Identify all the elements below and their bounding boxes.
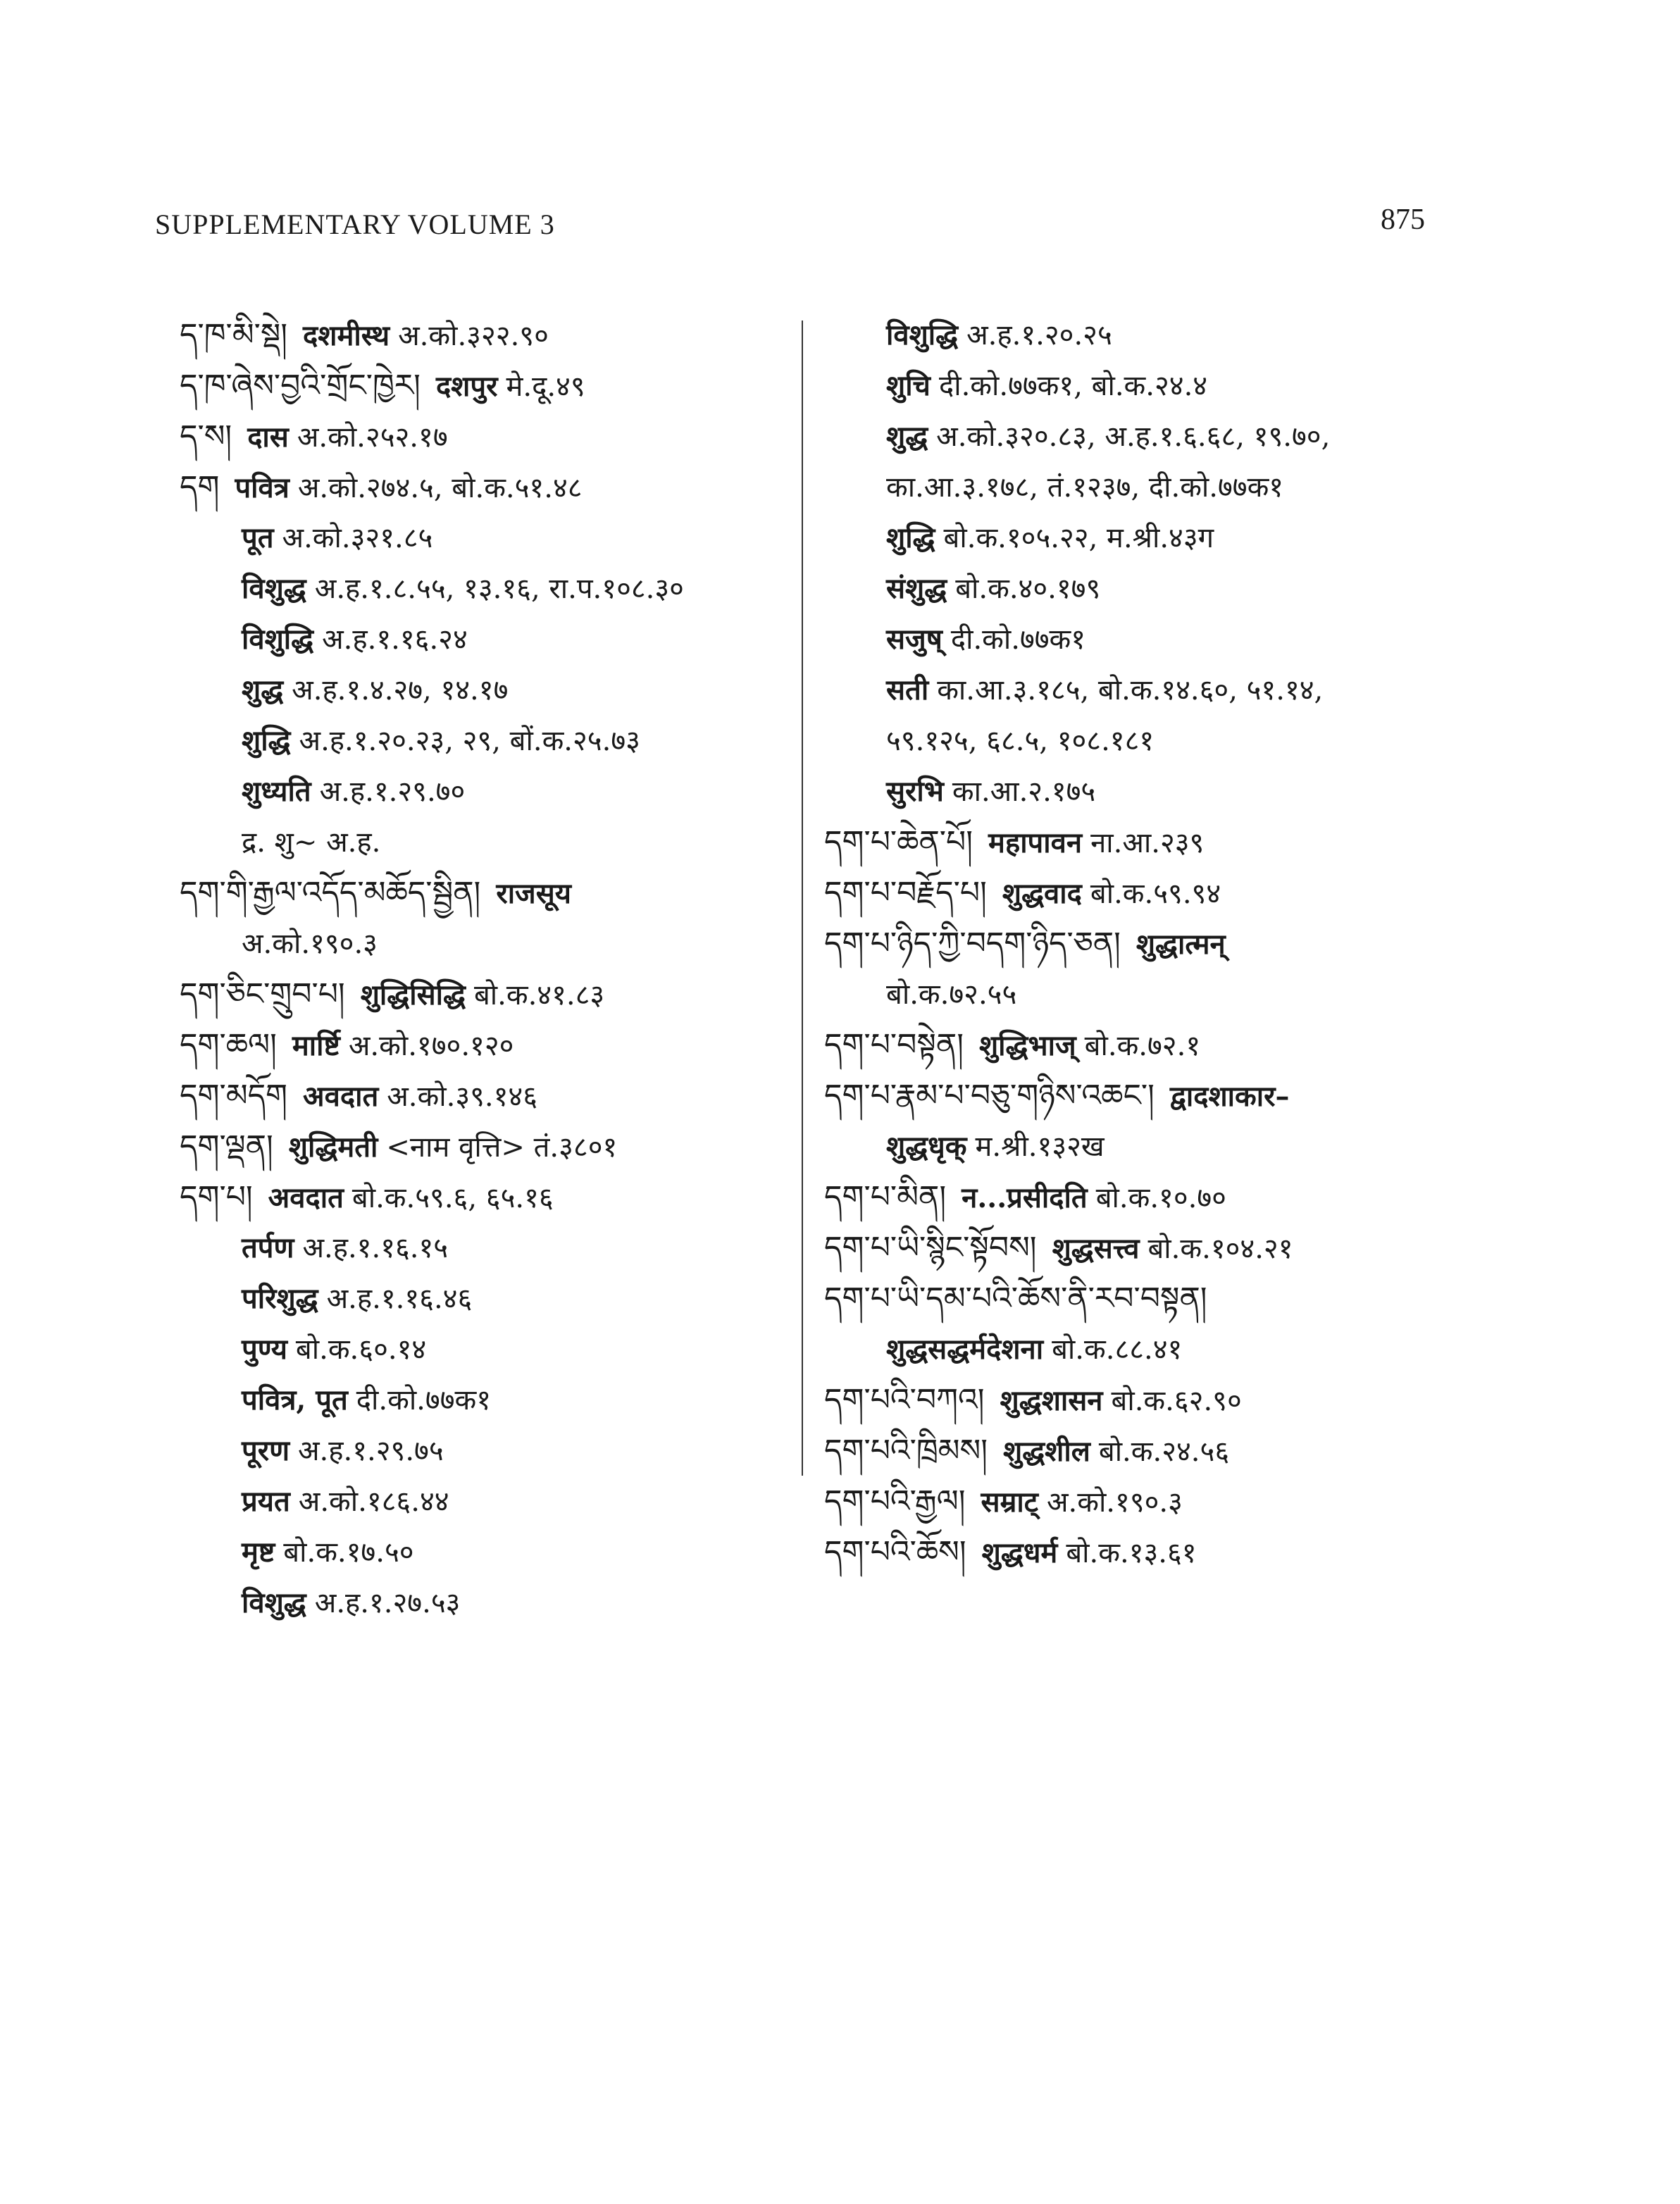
sanskrit-equivalent: अवदात bbox=[303, 1080, 379, 1113]
tibetan-headword: དག་པ། bbox=[180, 1179, 253, 1215]
source-reference: दी.को.७७क१ bbox=[950, 623, 1086, 656]
dictionary-entry bbox=[180, 1223, 814, 1274]
source-reference: ना.आ.२३९ bbox=[1090, 827, 1205, 859]
source-reference: अ.को.३२१.८५ bbox=[282, 522, 433, 554]
dictionary-entry bbox=[180, 462, 814, 513]
source-reference: दी.को.७७क१ bbox=[356, 1384, 492, 1417]
source-reference: बो.क.१७.५० bbox=[283, 1536, 414, 1569]
dictionary-entry bbox=[824, 1476, 1458, 1527]
dictionary-entry bbox=[824, 1121, 1458, 1172]
tibetan-headword: དག bbox=[180, 469, 220, 505]
sanskrit-equivalent: पवित्र bbox=[235, 471, 290, 504]
sanskrit-equivalent: शुद्धसद्धर्मदेशना bbox=[886, 1333, 1044, 1366]
source-reference: अ.को.३९.१४६ bbox=[387, 1081, 538, 1113]
sanskrit-equivalent: सती bbox=[886, 673, 929, 706]
dictionary-entry bbox=[180, 310, 814, 361]
source-reference: बो.क.७२.१ bbox=[1084, 1030, 1201, 1062]
dictionary-entry bbox=[180, 868, 814, 919]
source-reference: अ.ह.१.२७.५३ bbox=[314, 1587, 461, 1619]
dictionary-entry bbox=[824, 1172, 1458, 1223]
tibetan-headword: ད་ས། bbox=[180, 418, 232, 454]
tibetan-headword: དག་པ་ཆེན་པོ། bbox=[824, 824, 973, 860]
dictionary-entry bbox=[824, 564, 1458, 614]
sanskrit-equivalent: शुद्धवाद bbox=[1002, 877, 1082, 910]
dictionary-entry bbox=[824, 411, 1458, 462]
sanskrit-equivalent: अवदात bbox=[268, 1181, 344, 1214]
dictionary-entry bbox=[180, 817, 814, 868]
tibetan-headword: དག་ལྡན། bbox=[180, 1128, 273, 1164]
dictionary-entry bbox=[180, 1375, 814, 1426]
sanskrit-equivalent: दशमीस्थ bbox=[303, 319, 390, 352]
dictionary-entry bbox=[824, 969, 1458, 1020]
tibetan-headword: དག་པའི་བཀའ། bbox=[824, 1382, 985, 1418]
source-reference: बो.क.१०५.२२, म.श्री.४३ग bbox=[943, 522, 1214, 554]
dictionary-entry bbox=[824, 766, 1458, 817]
source-reference: बो.क.२४.५६ bbox=[1098, 1436, 1230, 1468]
source-reference: अ.ह.१.१६.४६ bbox=[326, 1283, 473, 1315]
sanskrit-equivalent: प्रयत bbox=[242, 1485, 290, 1518]
dictionary-entry bbox=[180, 716, 814, 766]
source-reference: द्र. शु~ अ.ह. bbox=[242, 826, 381, 859]
dictionary-entry bbox=[824, 310, 1458, 361]
source-reference: दी.को.७७क१, बो.क.२४.४ bbox=[938, 370, 1208, 402]
dictionary-entry bbox=[824, 462, 1458, 513]
tibetan-headword: དག་པ་ཉིད་ཀྱི་བདག་ཉིད་ཅན། bbox=[824, 926, 1121, 961]
dictionary-entry bbox=[180, 919, 814, 969]
sanskrit-equivalent: शुद्धात्मन् bbox=[1135, 928, 1226, 961]
dictionary-entry bbox=[180, 361, 814, 411]
dictionary-entry bbox=[180, 1071, 814, 1121]
tibetan-headword: དག་ཅིང་གྲུབ་པ། bbox=[180, 976, 345, 1012]
source-reference: अ.को.१९०.३ bbox=[242, 928, 378, 960]
dictionary-entry bbox=[180, 1121, 814, 1172]
dictionary-entry bbox=[824, 1071, 1458, 1121]
dictionary-entry bbox=[824, 1426, 1458, 1476]
sanskrit-equivalent: महापावन bbox=[988, 826, 1083, 859]
sanskrit-equivalent: विशुद्धि bbox=[886, 318, 959, 351]
sanskrit-equivalent: शुद्धि bbox=[886, 521, 935, 554]
sanskrit-equivalent: विशुद्ध bbox=[242, 572, 306, 605]
dictionary-entry bbox=[824, 868, 1458, 919]
dictionary-entry bbox=[180, 1527, 814, 1578]
tibetan-headword: དག་པ་བརྗོད་པ། bbox=[824, 875, 987, 911]
tibetan-headword: ད་ཁ་ཞེས་བྱའི་གྲོང་ཁྱེར། bbox=[180, 368, 421, 404]
dictionary-entry bbox=[180, 1020, 814, 1071]
sanskrit-equivalent: विशुद्धि bbox=[242, 623, 314, 656]
tibetan-headword: དག་པའི་ཁྲིམས། bbox=[824, 1433, 988, 1469]
right-column bbox=[824, 310, 1458, 1578]
dictionary-entry bbox=[824, 919, 1458, 969]
tibetan-headword: དག་གི་རྒྱལ་འདོད་མཆོད་སྦྱིན། bbox=[180, 875, 481, 911]
sanskrit-equivalent: सजुष् bbox=[886, 623, 942, 656]
source-reference: अ.को.२५२.१७ bbox=[297, 421, 448, 454]
tibetan-headword: དག་ཆལ། bbox=[180, 1027, 277, 1063]
sanskrit-equivalent: शुद्ध bbox=[886, 420, 928, 453]
source-reference: ५९.१२५, ६८.५, १०८.१८१ bbox=[886, 725, 1155, 757]
source-reference: अ.को.३२२.९० bbox=[398, 320, 549, 352]
source-reference: बो.क.७२.५५ bbox=[886, 978, 1017, 1011]
source-reference: बो.क.१०.७० bbox=[1095, 1182, 1226, 1214]
sanskrit-equivalent: परिशुद्ध bbox=[242, 1282, 318, 1315]
sanskrit-equivalent: दास bbox=[247, 421, 289, 454]
sanskrit-equivalent: राजसूय bbox=[496, 877, 571, 910]
tibetan-headword: དག་པ་མིན། bbox=[824, 1179, 947, 1215]
sanskrit-equivalent: शुद्धधर्म bbox=[981, 1536, 1058, 1569]
source-reference: अ.को.३२०.८३, अ.ह.१.६.६८, १९.७०, bbox=[936, 421, 1331, 453]
source-reference: बो.क.१३.६१ bbox=[1066, 1537, 1197, 1569]
dictionary-entry bbox=[824, 716, 1458, 766]
running-head: SUPPLEMENTARY VOLUME 3 bbox=[155, 208, 555, 240]
tibetan-headword: དག་མདོག bbox=[180, 1078, 288, 1114]
sanskrit-equivalent: न...प्रसीदति bbox=[962, 1181, 1088, 1214]
dictionary-entry bbox=[824, 1324, 1458, 1375]
page-number: 875 bbox=[1381, 204, 1425, 236]
source-reference: अ.ह.१.१६.१५ bbox=[302, 1232, 449, 1264]
source-reference: का.आ.२.१७५ bbox=[952, 776, 1096, 808]
source-reference: अ.ह.१.८.५५, १३.१६, रा.प.१०८.३० bbox=[314, 573, 684, 605]
sanskrit-equivalent: शुद्धिमती bbox=[288, 1131, 378, 1164]
sanskrit-equivalent: शुद्ध bbox=[242, 673, 284, 706]
tibetan-headword: ད་ཁ་མི་སྡེ། bbox=[180, 317, 288, 353]
sanskrit-equivalent: शुद्धि bbox=[242, 724, 291, 757]
dictionary-entry bbox=[180, 513, 814, 564]
dictionary-entry bbox=[180, 411, 814, 462]
dictionary-entry bbox=[824, 513, 1458, 564]
sanskrit-equivalent: पूत bbox=[242, 521, 274, 554]
dictionary-entry bbox=[180, 564, 814, 614]
dictionary-entry bbox=[824, 665, 1458, 716]
dictionary-entry bbox=[180, 1578, 814, 1629]
source-reference: अ.को.१९०.३ bbox=[1046, 1486, 1183, 1519]
sanskrit-equivalent: मृष्ट bbox=[242, 1536, 275, 1569]
sanskrit-equivalent: दशपुर bbox=[435, 370, 498, 403]
source-reference: बो.क.१०४.२१ bbox=[1147, 1233, 1293, 1265]
sanskrit-equivalent: शुद्धधृक् bbox=[886, 1130, 967, 1163]
sanskrit-equivalent: पूरण bbox=[242, 1434, 290, 1467]
dictionary-entry bbox=[180, 614, 814, 665]
source-reference: अ.ह.१.२०.२३, २९, बों.क.२५.७३ bbox=[299, 725, 640, 757]
source-reference: बो.क.६२.९० bbox=[1111, 1385, 1242, 1417]
dictionary-entry bbox=[180, 766, 814, 817]
source-reference: अ.ह.१.२९.७५ bbox=[298, 1435, 444, 1467]
sanskrit-equivalent: शुद्धशील bbox=[1003, 1435, 1090, 1468]
sanskrit-equivalent: शुचि bbox=[886, 369, 931, 402]
source-reference: अ.ह.१.४.२७, १४.१७ bbox=[292, 674, 509, 706]
tibetan-headword: དག་པ་ཡི་སྙིང་སྟོབས། bbox=[824, 1230, 1037, 1266]
sanskrit-equivalent: संशुद्ध bbox=[886, 572, 947, 605]
source-reference: अ.को.१७०.१२० bbox=[348, 1030, 514, 1062]
sanskrit-equivalent: तर्पण bbox=[242, 1231, 294, 1264]
sanskrit-equivalent: मार्ष्टि bbox=[292, 1029, 340, 1062]
dictionary-entry bbox=[180, 1324, 814, 1375]
dictionary-entry bbox=[180, 1172, 814, 1223]
dictionary-entry bbox=[824, 361, 1458, 411]
tibetan-headword: དག་པ་ཡི་དམ་པའི་ཆོས་ནི་རབ་བསྟན། bbox=[824, 1281, 1207, 1316]
source-reference: बो.क.५९.९४ bbox=[1090, 878, 1221, 910]
source-reference: अ.ह.१.२९.७० bbox=[319, 776, 466, 808]
sanskrit-equivalent: पुण्य bbox=[242, 1333, 287, 1366]
sanskrit-equivalent: शुद्धशासन bbox=[1000, 1384, 1103, 1417]
sanskrit-equivalent: विशुद्ध bbox=[242, 1586, 306, 1619]
sanskrit-equivalent: द्वादशाकार– bbox=[1169, 1080, 1290, 1113]
source-reference: अ.ह.१.१६.२४ bbox=[322, 623, 468, 656]
source-reference: म.श्री.१३२ख bbox=[975, 1131, 1105, 1163]
tibetan-headword: དག་པའི་རྒྱལ། bbox=[824, 1483, 966, 1519]
sanskrit-equivalent: सम्राट् bbox=[981, 1486, 1038, 1519]
column-divider bbox=[802, 320, 803, 1476]
dictionary-entry bbox=[180, 1274, 814, 1324]
dictionary-entry bbox=[824, 614, 1458, 665]
source-reference: अ.को.२७४.५, बो.क.५१.४८ bbox=[297, 472, 583, 504]
source-reference: का.आ.३.१८५, बो.क.१४.६०, ५१.१४, bbox=[937, 674, 1324, 706]
source-reference: का.आ.३.१७८, तं.१२३७, दी.को.७७क१ bbox=[886, 471, 1284, 504]
dictionary-entry bbox=[180, 665, 814, 716]
source-reference: अ.को.१८६.४४ bbox=[298, 1486, 449, 1518]
dictionary-entry bbox=[824, 1274, 1458, 1324]
dictionary-entry bbox=[824, 1223, 1458, 1274]
source-reference: मे.दू.४९ bbox=[506, 371, 585, 403]
sanskrit-equivalent: शुध्यति bbox=[242, 775, 311, 808]
dictionary-entry bbox=[180, 1476, 814, 1527]
sanskrit-equivalent: शुद्धिभाज् bbox=[978, 1029, 1076, 1062]
source-reference: <नाम वृत्ति> तं.३८०१ bbox=[386, 1131, 618, 1164]
source-reference: बो.क.४१.८३ bbox=[473, 979, 605, 1011]
dictionary-entry bbox=[824, 1527, 1458, 1578]
source-reference: बो.क.४०.१७९ bbox=[955, 573, 1101, 605]
source-reference: बो.क.८८.४१ bbox=[1052, 1333, 1183, 1366]
sanskrit-equivalent: शुद्धिसिद्धि bbox=[360, 978, 466, 1011]
tibetan-headword: དག་པའི་ཆོས། bbox=[824, 1534, 966, 1570]
dictionary-entry bbox=[180, 969, 814, 1020]
dictionary-entry bbox=[180, 1426, 814, 1476]
source-reference: बो.क.५९.६, ६५.१६ bbox=[351, 1182, 554, 1214]
source-reference: अ.ह.१.२०.२५ bbox=[966, 319, 1112, 351]
tibetan-headword: དག་པ་བསྟེན། bbox=[824, 1027, 964, 1063]
sanskrit-equivalent: पवित्र, पूत bbox=[242, 1383, 348, 1417]
dictionary-entry bbox=[824, 817, 1458, 868]
sanskrit-equivalent: शुद्धसत्त्व bbox=[1052, 1232, 1140, 1265]
tibetan-headword: དག་པ་རྣམ་པ་བཅུ་གཉིས་འཆང་། bbox=[824, 1078, 1155, 1114]
dictionary-entry bbox=[824, 1375, 1458, 1426]
left-column bbox=[180, 310, 814, 1629]
dictionary-entry bbox=[824, 1020, 1458, 1071]
sanskrit-equivalent: सुरभि bbox=[886, 775, 944, 808]
source-reference: बो.क.६०.१४ bbox=[295, 1333, 427, 1366]
